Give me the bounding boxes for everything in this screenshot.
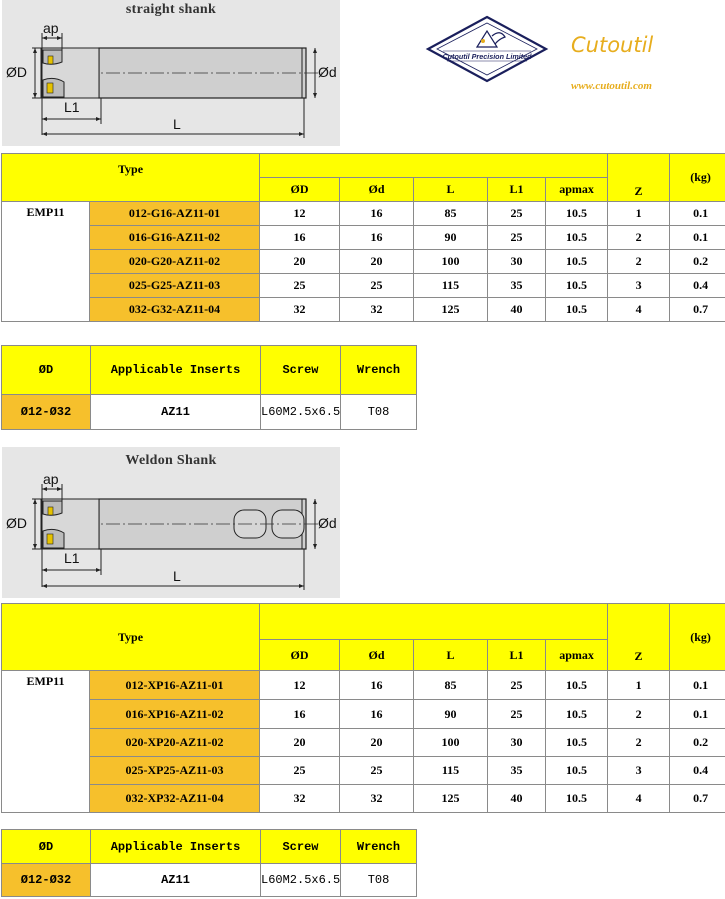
type-code: 016-G16-AZ11-02: [90, 226, 260, 250]
cell-weight: 0.7: [670, 298, 725, 322]
cell-outer-diameter: 25: [260, 757, 340, 785]
table-row: [2, 864, 417, 897]
cell-apmax: 10.5: [546, 757, 608, 785]
dimension-header-spacer: [260, 604, 608, 640]
cell-weight: 0.1: [670, 202, 725, 226]
cell-shank-diameter: 20: [340, 250, 414, 274]
cell-length: 85: [414, 202, 488, 226]
cell-outer-diameter: 16: [260, 700, 340, 729]
table-row: [2, 250, 725, 274]
cell-shank-diameter: 25: [340, 757, 414, 785]
logo-text: Cutoutil Precision Limited: [442, 52, 532, 61]
table-row: [2, 757, 725, 785]
website-link[interactable]: www.cutoutil.com: [571, 80, 652, 92]
cell-weight: 0.4: [670, 274, 725, 298]
cell-teeth: 4: [608, 298, 670, 322]
cell-shank-diameter: 25: [340, 274, 414, 298]
cell-outer-diameter: 32: [260, 298, 340, 322]
cell-l1: 30: [488, 729, 546, 757]
cell-shank-diameter: 20: [340, 729, 414, 757]
cell-teeth: 2: [608, 729, 670, 757]
table-row: [2, 226, 725, 250]
cell-teeth: 2: [608, 700, 670, 729]
cell-l1: 30: [488, 250, 546, 274]
cell-outer-diameter: 16: [260, 226, 340, 250]
parts-insert: AZ11: [91, 395, 261, 430]
parts-insert: AZ11: [91, 864, 261, 897]
diagram-title: Weldon Shank: [125, 453, 217, 468]
dimension-header-spacer: [260, 154, 608, 178]
cell-weight: 0.1: [670, 671, 725, 700]
weight-header: (kg): [670, 154, 725, 202]
cell-length: 100: [414, 729, 488, 757]
type-code: 025-G25-AZ11-03: [90, 274, 260, 298]
parts-diameter-range: Ø12-Ø32: [2, 864, 91, 897]
cell-apmax: 10.5: [546, 785, 608, 813]
table-row: [2, 274, 725, 298]
cell-teeth: 1: [608, 202, 670, 226]
cell-apmax: 10.5: [546, 729, 608, 757]
length-label: L: [173, 568, 181, 584]
company-logo: [425, 15, 549, 83]
parts-col-diameter: ØD: [2, 830, 91, 864]
cell-outer-diameter: 25: [260, 274, 340, 298]
cell-length: 85: [414, 671, 488, 700]
cell-shank-diameter: 16: [340, 202, 414, 226]
cell-apmax: 10.5: [546, 226, 608, 250]
series-label: EMP11: [2, 202, 90, 322]
cell-l1: 35: [488, 274, 546, 298]
weight-header: (kg): [670, 604, 725, 671]
series-label: EMP11: [2, 671, 90, 813]
cell-l1: 25: [488, 202, 546, 226]
cell-apmax: 10.5: [546, 274, 608, 298]
cell-shank-diameter: 32: [340, 785, 414, 813]
cell-l1: 25: [488, 226, 546, 250]
outer-diameter-label: ØD: [6, 64, 27, 80]
cell-shank-diameter: 16: [340, 700, 414, 729]
cell-teeth: 3: [608, 274, 670, 298]
type-code: 032-XP32-AZ11-04: [90, 785, 260, 813]
col-l1: L1: [488, 178, 546, 202]
cell-length: 115: [414, 274, 488, 298]
parts-col-screw: Screw: [261, 346, 341, 395]
cell-teeth: 4: [608, 785, 670, 813]
spec-table-straight: [1, 153, 725, 322]
shank-diameter-label: Ød: [318, 64, 337, 80]
cell-outer-diameter: 12: [260, 671, 340, 700]
col-length: L: [414, 178, 488, 202]
cell-outer-diameter: 12: [260, 202, 340, 226]
cell-weight: 0.7: [670, 785, 725, 813]
type-header: Type: [2, 154, 260, 202]
cell-length: 100: [414, 250, 488, 274]
col-apmax: apmax: [546, 178, 608, 202]
cell-length: 125: [414, 298, 488, 322]
col-outer-diameter: ØD: [260, 178, 340, 202]
cell-l1: 25: [488, 671, 546, 700]
teeth-header: Z: [608, 154, 670, 202]
table-row: [2, 298, 725, 322]
col-shank-diameter: Ød: [340, 640, 414, 671]
table-row: [2, 700, 725, 729]
length-label: L: [173, 116, 181, 132]
cell-outer-diameter: 20: [260, 729, 340, 757]
parts-col-inserts: Applicable Inserts: [91, 830, 261, 864]
cell-l1: 25: [488, 700, 546, 729]
parts-col-screw: Screw: [261, 830, 341, 864]
col-l1: L1: [488, 640, 546, 671]
parts-col-wrench: Wrench: [341, 346, 417, 395]
cell-apmax: 10.5: [546, 250, 608, 274]
weldon-shank-drawing: [2, 447, 340, 598]
table-row: [2, 729, 725, 757]
cell-teeth: 2: [608, 226, 670, 250]
parts-col-inserts: Applicable Inserts: [91, 346, 261, 395]
cell-outer-diameter: 32: [260, 785, 340, 813]
l1-label: L1: [64, 550, 80, 566]
parts-table-weldon: [1, 829, 417, 897]
cell-length: 115: [414, 757, 488, 785]
cell-length: 125: [414, 785, 488, 813]
cell-weight: 0.1: [670, 700, 725, 729]
parts-wrench: T08: [341, 864, 417, 897]
teeth-header: Z: [608, 604, 670, 671]
table-row: [2, 671, 725, 700]
cell-weight: 0.2: [670, 250, 725, 274]
cell-teeth: 3: [608, 757, 670, 785]
cell-teeth: 1: [608, 671, 670, 700]
parts-diameter-range: Ø12-Ø32: [2, 395, 91, 430]
cell-apmax: 10.5: [546, 202, 608, 226]
parts-col-diameter: ØD: [2, 346, 91, 395]
col-apmax: apmax: [546, 640, 608, 671]
col-shank-diameter: Ød: [340, 178, 414, 202]
shank-diameter-label: Ød: [318, 515, 337, 531]
cell-apmax: 10.5: [546, 700, 608, 729]
outer-diameter-label: ØD: [6, 515, 27, 531]
type-code: 020-G20-AZ11-02: [90, 250, 260, 274]
l1-label: L1: [64, 99, 80, 115]
cell-apmax: 10.5: [546, 298, 608, 322]
cell-shank-diameter: 32: [340, 298, 414, 322]
diagram-title: straight shank: [125, 2, 217, 17]
cell-outer-diameter: 20: [260, 250, 340, 274]
parts-screw: L60M2.5x6.5: [261, 395, 341, 430]
type-code: 020-XP20-AZ11-02: [90, 729, 260, 757]
cell-weight: 0.4: [670, 757, 725, 785]
col-length: L: [414, 640, 488, 671]
cell-shank-diameter: 16: [340, 226, 414, 250]
cell-l1: 35: [488, 757, 546, 785]
weldon-shank-diagram: [2, 447, 340, 598]
table-row: [2, 395, 417, 430]
cell-shank-diameter: 16: [340, 671, 414, 700]
cell-l1: 40: [488, 785, 546, 813]
cell-apmax: 10.5: [546, 671, 608, 700]
type-code: 012-XP16-AZ11-01: [90, 671, 260, 700]
type-code: 025-XP25-AZ11-03: [90, 757, 260, 785]
ap-label: ap: [43, 471, 59, 487]
type-code: 032-G32-AZ11-04: [90, 298, 260, 322]
straight-shank-diagram: [2, 0, 340, 146]
cell-teeth: 2: [608, 250, 670, 274]
cell-l1: 40: [488, 298, 546, 322]
table-row: [2, 785, 725, 813]
cell-weight: 0.2: [670, 729, 725, 757]
ap-label: ap: [43, 20, 59, 36]
parts-wrench: T08: [341, 395, 417, 430]
parts-table-straight: [1, 345, 417, 430]
type-code: 012-G16-AZ11-01: [90, 202, 260, 226]
spec-table-weldon: [1, 603, 725, 813]
brand-name: Cutoutil: [571, 33, 654, 57]
table-row: [2, 202, 725, 226]
col-outer-diameter: ØD: [260, 640, 340, 671]
cell-length: 90: [414, 700, 488, 729]
cell-length: 90: [414, 226, 488, 250]
type-header: Type: [2, 604, 260, 671]
cell-weight: 0.1: [670, 226, 725, 250]
parts-screw: L60M2.5x6.5: [261, 864, 341, 897]
type-code: 016-XP16-AZ11-02: [90, 700, 260, 729]
parts-col-wrench: Wrench: [341, 830, 417, 864]
